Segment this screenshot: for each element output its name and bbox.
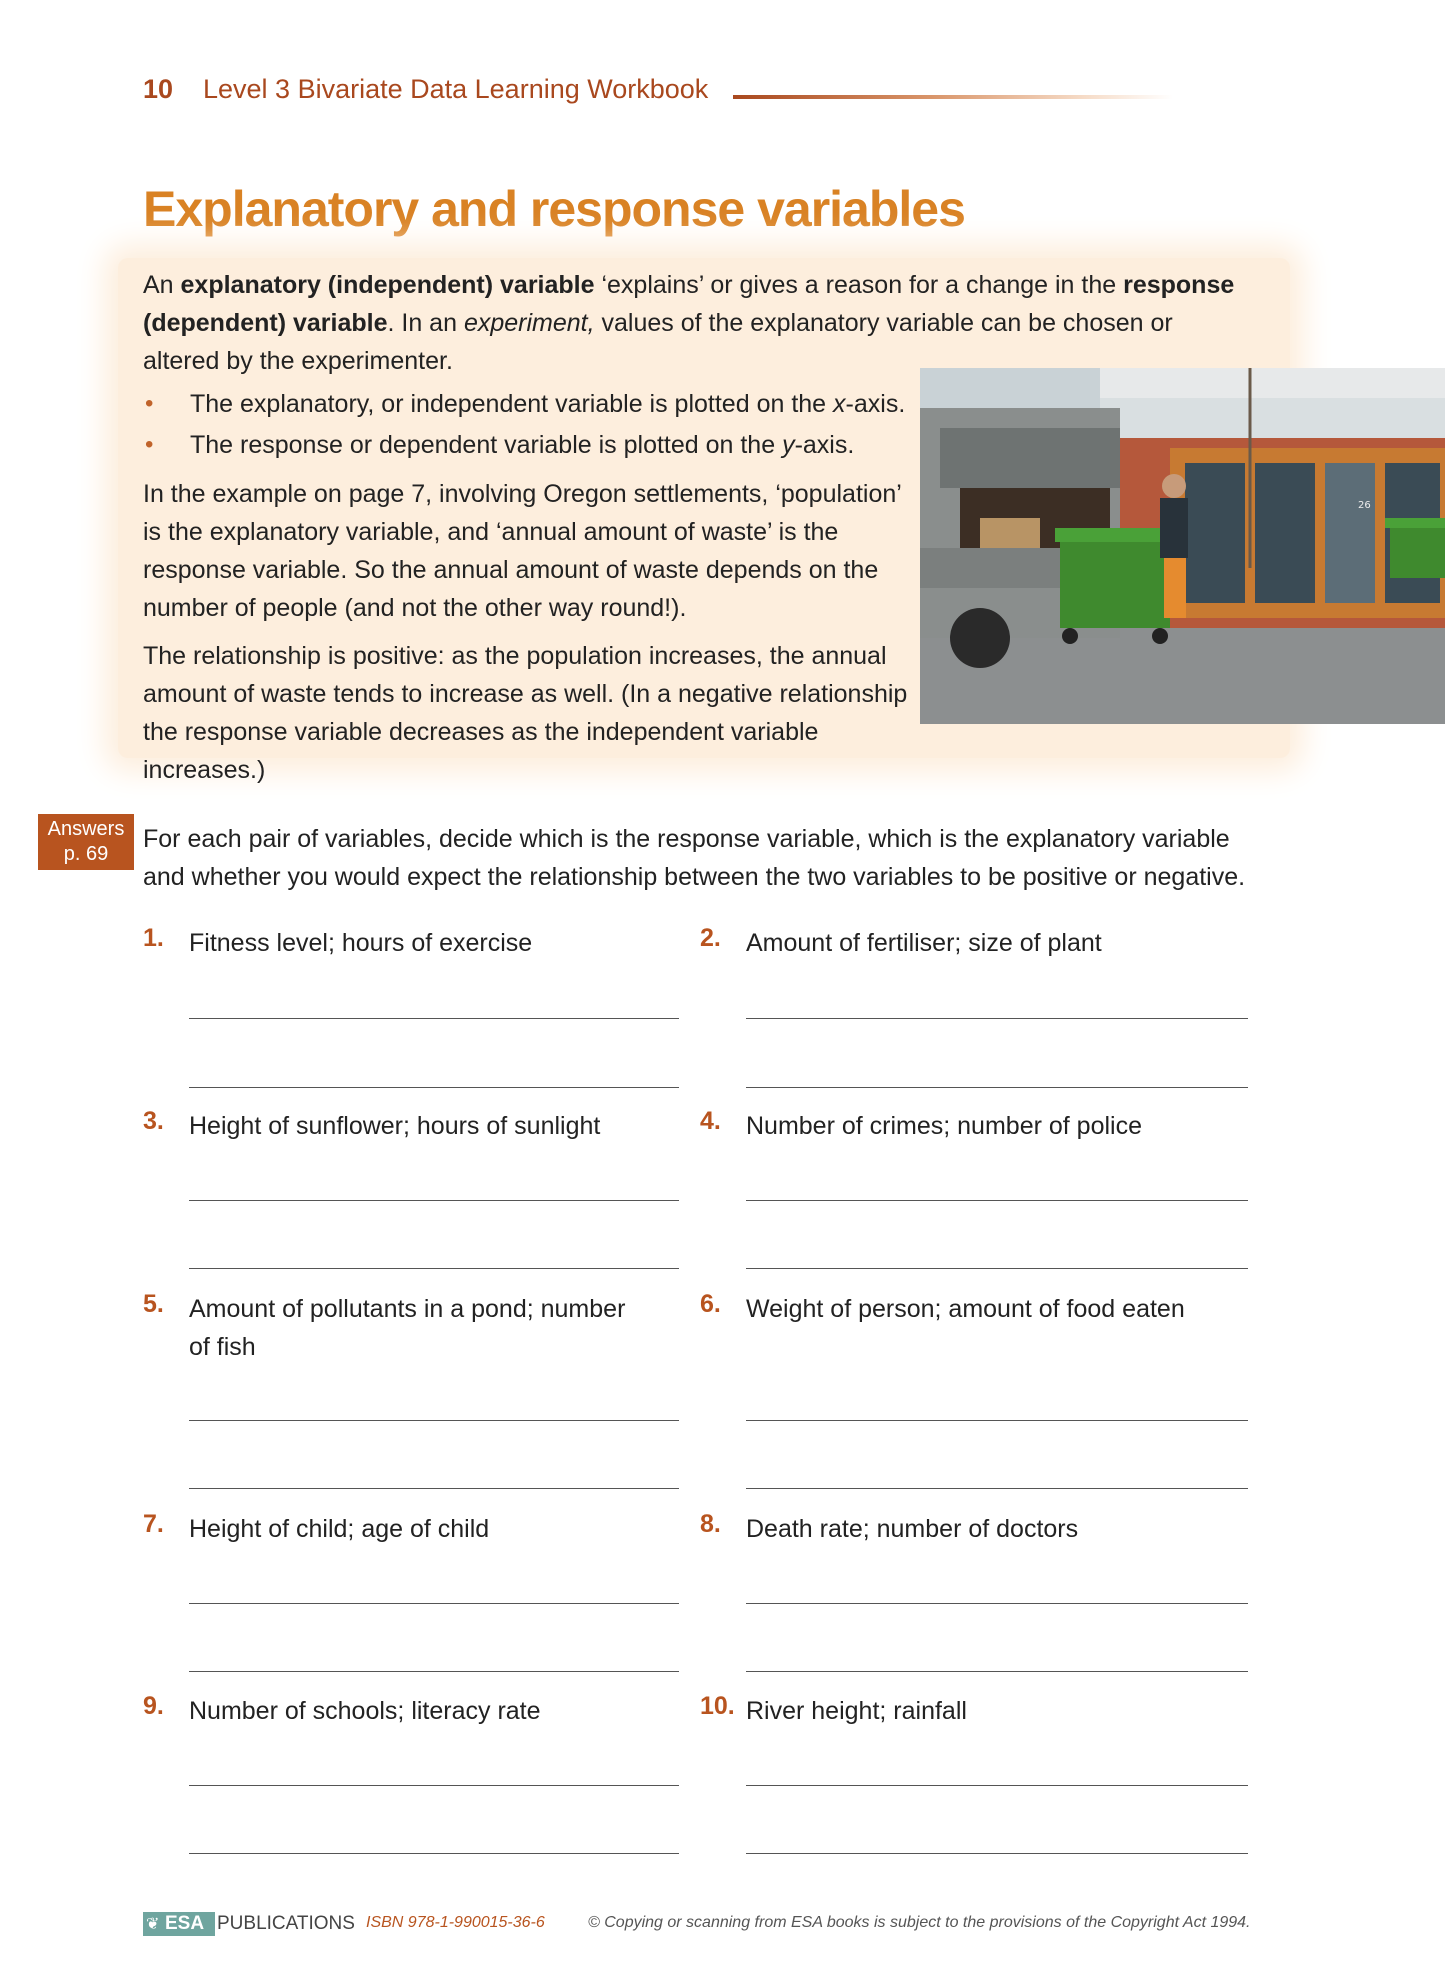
question-text: Amount of pollutants in a pond; number of fish xyxy=(189,1295,626,1361)
question-text: Height of child; age of child xyxy=(189,1515,490,1543)
answer-line[interactable] xyxy=(189,1087,679,1088)
question-text: River height; rainfall xyxy=(746,1697,967,1725)
leaf-icon: ❦ xyxy=(146,1916,160,1933)
bullet-icon: • xyxy=(145,390,154,417)
answer-line[interactable] xyxy=(189,1268,679,1269)
garbage-truck-photo xyxy=(920,368,1445,724)
answers-reference-tag: Answers p. 69 xyxy=(38,814,134,870)
term-response: response (dependent) variable xyxy=(143,271,1235,337)
book-title: Level 3 Bivariate Data Learning Workbook xyxy=(203,74,709,104)
page-header xyxy=(143,70,1173,116)
term-experiment: experiment, xyxy=(463,309,595,337)
answer-line[interactable] xyxy=(189,1853,679,1854)
answer-line[interactable] xyxy=(746,1488,1248,1489)
question-number: 3. xyxy=(143,1107,164,1135)
bullet-icon: • xyxy=(145,431,154,458)
term-explanatory: explanatory (independent) variable xyxy=(180,271,595,299)
answer-line[interactable] xyxy=(189,1671,679,1672)
answer-line[interactable] xyxy=(746,1268,1248,1269)
publisher-name: PUBLICATIONS xyxy=(217,1913,355,1934)
question-number: 1. xyxy=(143,924,164,952)
instructions: For each pair of variables, decide which is the response variable, which is the explanatory variable and whether you would expect the relationship between the two variables to be positive or negative. xyxy=(143,825,1246,891)
question-number: 8. xyxy=(700,1510,721,1538)
esa-logo: ❦ ESA xyxy=(143,1912,215,1936)
question-text: Amount of fertiliser; size of plant xyxy=(746,929,1102,957)
answer-line[interactable] xyxy=(189,1200,679,1201)
answer-line[interactable] xyxy=(746,1420,1248,1421)
question-number: 6. xyxy=(700,1290,721,1318)
question-text: Height of sunflower; hours of sunlight xyxy=(189,1112,601,1140)
answer-line[interactable] xyxy=(189,1420,679,1421)
section-title: Explanatory and response variables xyxy=(143,181,965,237)
question-number: 10. xyxy=(700,1692,735,1720)
door-number-label: 26 xyxy=(1358,500,1371,511)
answer-line[interactable] xyxy=(746,1087,1248,1088)
garbage-truck-illustration xyxy=(920,368,1445,724)
intro-paragraph-3: The relationship is positive: as the population increases, the annual amount of waste tends to increase as well. (In a negative relationship the response variable decreases as the independent variable increases.) xyxy=(143,642,908,784)
answer-line[interactable] xyxy=(746,1018,1248,1019)
question-text: Number of crimes; number of police xyxy=(746,1112,1142,1140)
copyright-notice: © Copying or scanning from ESA books is subject to the provisions of the Copyright Act 1994. xyxy=(588,1914,1251,1931)
answer-line[interactable] xyxy=(746,1671,1248,1672)
question-text: Weight of person; amount of food eaten xyxy=(746,1295,1185,1323)
answer-line[interactable] xyxy=(746,1853,1248,1854)
intro-paragraph-2: In the example on page 7, involving Oregon settlements, ‘population’ is the explanatory variable, and ‘annual amount of waste’ is the response variable. So the annual amount of waste depends on the number of people (and not the other way round!). xyxy=(143,480,901,622)
question-number: 5. xyxy=(143,1290,164,1318)
question-number: 4. xyxy=(700,1107,721,1135)
page-number: 10 xyxy=(143,74,174,104)
intro-paragraph-1: An explanatory (independent) variable ‘explains’ or gives a reason for a change in the response (dependent) variable. In an experiment, values of the explanatory variable can be chosen or altered by the experimenter. xyxy=(143,271,1235,375)
answer-line[interactable] xyxy=(746,1785,1248,1786)
answer-line[interactable] xyxy=(746,1200,1248,1201)
isbn: ISBN 978-1-990015-36-6 xyxy=(366,1914,545,1931)
answer-line[interactable] xyxy=(189,1603,679,1604)
question-number: 2. xyxy=(700,924,721,952)
header-rule xyxy=(733,95,1173,99)
question-text: Number of schools; literacy rate xyxy=(189,1697,541,1725)
question-text: Death rate; number of doctors xyxy=(746,1515,1079,1543)
answer-line[interactable] xyxy=(189,1785,679,1786)
question-number: 7. xyxy=(143,1510,164,1538)
question-text: Fitness level; hours of exercise xyxy=(189,929,533,957)
page-footer xyxy=(143,1912,1343,1942)
question-number: 9. xyxy=(143,1692,164,1720)
answer-line[interactable] xyxy=(189,1018,679,1019)
answer-line[interactable] xyxy=(746,1603,1248,1604)
answer-line[interactable] xyxy=(189,1488,679,1489)
